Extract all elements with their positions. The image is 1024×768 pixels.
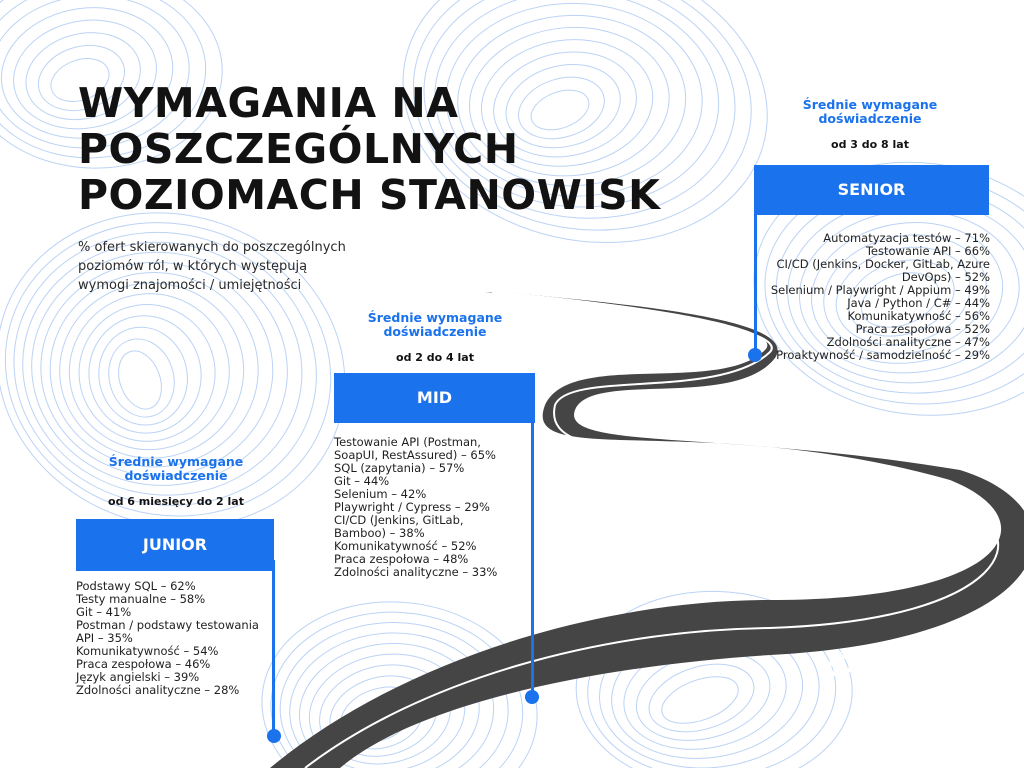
mid-experience-label: Średnie wymagane doświadczenie <box>367 310 503 339</box>
mid-experience-range: od 2 do 4 lat <box>396 351 474 364</box>
requirement-item: Język angielski – 39% <box>76 670 200 684</box>
mid-requirements <box>334 436 534 579</box>
junior-experience <box>96 455 256 508</box>
requirement-item: SoapUI, RestAssured) – 65% <box>334 448 496 462</box>
senior-level-sign: SENIOR <box>754 165 989 215</box>
requirement-item: Praca zespołowa – 46% <box>76 657 211 671</box>
mid-marker-dot <box>525 690 539 704</box>
requirement-item: Testowanie API – 66% <box>865 244 990 258</box>
subtitle-line: wymogi znajomości / umiejętności <box>78 278 302 293</box>
requirement-item: DevOps) – 52% <box>901 270 990 284</box>
junior-experience-range: od 6 miesięcy do 2 lat <box>108 495 244 508</box>
senior-experience-label: Średnie wymagane doświadczenie <box>802 97 938 126</box>
title-line: WYMAGANIA NA <box>78 79 459 127</box>
requirement-item: Testowanie API (Postman, <box>334 435 481 449</box>
requirement-item: Zdolności analityczne – 28% <box>76 683 240 697</box>
mid-level-sign: MID <box>334 373 535 423</box>
requirement-item: Proaktywność / samodzielność – 29% <box>776 348 990 362</box>
requirement-item: Automatyzacja testów – 71% <box>823 231 990 245</box>
requirement-item: Komunikatywność – 56% <box>847 309 990 323</box>
requirement-item: Praca zespołowa – 48% <box>334 552 469 566</box>
requirement-item: Java / Python / C# – 44% <box>847 296 990 310</box>
senior-experience <box>790 98 950 151</box>
requirement-item: Praca zespołowa – 52% <box>855 322 990 336</box>
requirement-item: SQL (zapytania) – 57% <box>334 461 465 475</box>
requirement-item: CI/CD (Jenkins, GitLab, <box>334 513 464 527</box>
senior-experience-range: od 3 do 8 lat <box>831 138 909 151</box>
requirement-item: Komunikatywność – 52% <box>334 539 477 553</box>
junior-requirements <box>76 580 276 697</box>
requirement-item: Playwright / Cypress – 29% <box>334 500 490 514</box>
requirement-item: Podstawy SQL – 62% <box>76 579 196 593</box>
title-line: POSZCZEGÓLNYCH <box>78 125 519 173</box>
page-title <box>78 80 660 218</box>
requirement-item: API – 35% <box>76 631 133 645</box>
junior-level-sign: JUNIOR <box>76 519 274 571</box>
testerzy-logo <box>826 652 988 680</box>
testerzy-logo-icon <box>826 652 854 680</box>
requirement-item: Selenium / Playwright / Appium – 49% <box>770 283 990 297</box>
requirement-item: Zdolności analityczne – 47% <box>826 335 990 349</box>
requirement-item: Git – 41% <box>76 605 132 619</box>
subtitle-line: % ofert skierowanych do poszczególnych <box>78 240 346 255</box>
requirement-item: Komunikatywność – 54% <box>76 644 219 658</box>
junior-experience-label: Średnie wymagane doświadczenie <box>108 454 244 483</box>
requirement-item: CI/CD (Jenkins, Docker, GitLab, Azure <box>776 257 990 271</box>
requirement-item: Zdolności analityczne – 33% <box>334 565 498 579</box>
senior-requirements <box>710 232 990 362</box>
requirement-item: Testy manualne – 58% <box>76 592 206 606</box>
title-line: POZIOMACH STANOWISK <box>78 171 661 219</box>
subtitle-line: poziomów ról, w których występują <box>78 259 308 274</box>
mid-experience <box>355 311 515 364</box>
requirement-item: Postman / podstawy testowania <box>76 618 259 632</box>
junior-marker-dot <box>267 729 281 743</box>
requirement-item: Bamboo) – 38% <box>334 526 425 540</box>
page-subtitle <box>78 238 378 295</box>
requirement-item: Selenium – 42% <box>334 487 427 501</box>
requirement-item: Git – 44% <box>334 474 390 488</box>
logo-text: testerzy.pl <box>862 654 988 678</box>
